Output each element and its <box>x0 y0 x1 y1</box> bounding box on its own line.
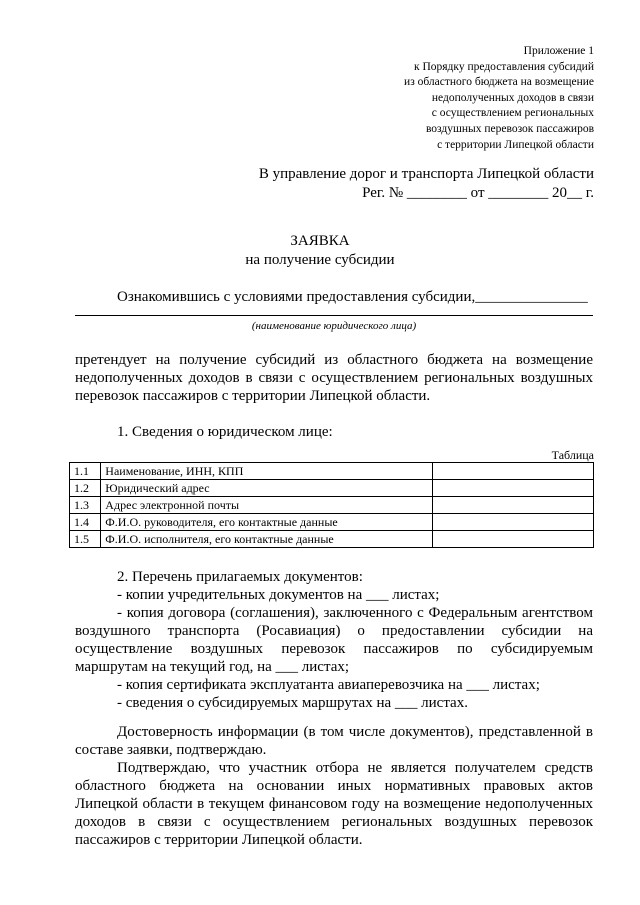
table-row <box>70 497 594 514</box>
row-label: Ф.И.О. исполнителя, его контактные данные <box>101 531 433 548</box>
row-number: 1.1 <box>70 463 101 480</box>
doc-item-line: маршрутам на текущий год, на ___ листах; <box>75 659 350 675</box>
row-value[interactable] <box>433 514 594 531</box>
row-label: Юридический адрес <box>101 480 433 497</box>
appendix-block <box>404 44 594 153</box>
confirmation-line: составе заявки, подтверждаю. <box>75 742 267 758</box>
appendix-line: недополученных доходов в связи <box>431 91 594 104</box>
row-label: Адрес электронной почты <box>101 497 433 514</box>
table-row <box>70 514 594 531</box>
declaration-line: доходов в связи с осуществлением региональных воздушных перевозок <box>75 814 593 830</box>
claim-paragraph <box>75 351 593 405</box>
row-value[interactable] <box>433 480 594 497</box>
row-label: Наименование, ИНН, КПП <box>101 463 433 480</box>
row-label: Ф.И.О. руководителя, его контактные данные <box>101 514 433 531</box>
appendix-line: из областного бюджета на возмещение <box>404 76 594 89</box>
entity-name-fill-line <box>75 315 593 316</box>
doc-item-line: осуществление воздушных перевозок пассажиров по субсидируемым <box>75 641 593 657</box>
entity-info-table <box>69 462 594 548</box>
table-row <box>70 531 594 548</box>
claim-line: недополученных доходов в связи с осуществлением региональных воздушных <box>75 370 593 386</box>
addressee-name: В управление дорог и транспорта Липецкой области <box>258 166 594 182</box>
claim-line: перевозок пассажиров с территории Липецкой области. <box>75 388 431 404</box>
row-value[interactable] <box>433 497 594 514</box>
section2-title: 2. Перечень прилагаемых документов: <box>117 569 363 585</box>
document-heading <box>0 232 640 270</box>
table-row <box>70 463 594 480</box>
section1-title: 1. Сведения о юридическом лице: <box>117 424 333 440</box>
documents-list <box>75 568 593 712</box>
row-value[interactable] <box>433 531 594 548</box>
declaration-paragraph <box>75 759 593 849</box>
declaration-line: пассажиров с территории Липецкой области. <box>75 832 363 848</box>
table-label: Таблица <box>551 448 594 462</box>
confirmation-paragraph <box>75 723 593 759</box>
doc-item: - копии учредительных документов на ___ листах; <box>117 587 440 603</box>
document-subtitle: на получение субсидии <box>245 252 395 268</box>
doc-item-line: - копия договора (соглашения), заключенного с Федеральным агентством <box>117 605 593 621</box>
claim-line: претендует на получение субсидий из областного бюджета на возмещение <box>75 352 593 368</box>
row-number: 1.5 <box>70 531 101 548</box>
doc-item: - сведения о субсидируемых маршрутах на ___ листах. <box>117 695 468 711</box>
table-row <box>70 480 594 497</box>
appendix-line: к Порядку предоставления субсидий <box>414 60 594 73</box>
document-title: ЗАЯВКА <box>290 233 350 249</box>
doc-item <box>75 604 593 676</box>
registration-line: Рег. № ________ от ________ 20__ г. <box>362 185 594 201</box>
appendix-line: Приложение 1 <box>523 45 594 57</box>
doc-item: - копия сертификата эксплуатанта авиаперевозчика на ___ листах; <box>117 677 540 693</box>
declaration-line: Подтверждаю, что участник отбора не является получателем средств <box>117 760 593 776</box>
row-number: 1.3 <box>70 497 101 514</box>
doc-item-line: воздушного транспорта (Росавиация) о предоставлении субсидии на <box>75 623 593 639</box>
appendix-line: воздушных перевозок пассажиров <box>425 122 594 135</box>
appendix-line: с территории Липецкой области <box>437 138 594 151</box>
entity-name-caption: (наименование юридического лица) <box>251 320 417 332</box>
appendix-line: с осуществлением региональных <box>431 107 594 120</box>
row-value[interactable] <box>433 463 594 480</box>
intro-text: Ознакомившись с условиями предоставления субсидии,_______________ <box>117 289 588 305</box>
confirmation-line: Достоверность информации (в том числе документов), представленной в <box>117 724 593 740</box>
addressee-block <box>259 165 594 203</box>
row-number: 1.2 <box>70 480 101 497</box>
declaration-line: Липецкой области в текущем финансовом году на возмещение недополученных <box>75 796 593 812</box>
declaration-line: областного бюджета на основании иных нормативных правовых актов <box>75 778 593 794</box>
row-number: 1.4 <box>70 514 101 531</box>
